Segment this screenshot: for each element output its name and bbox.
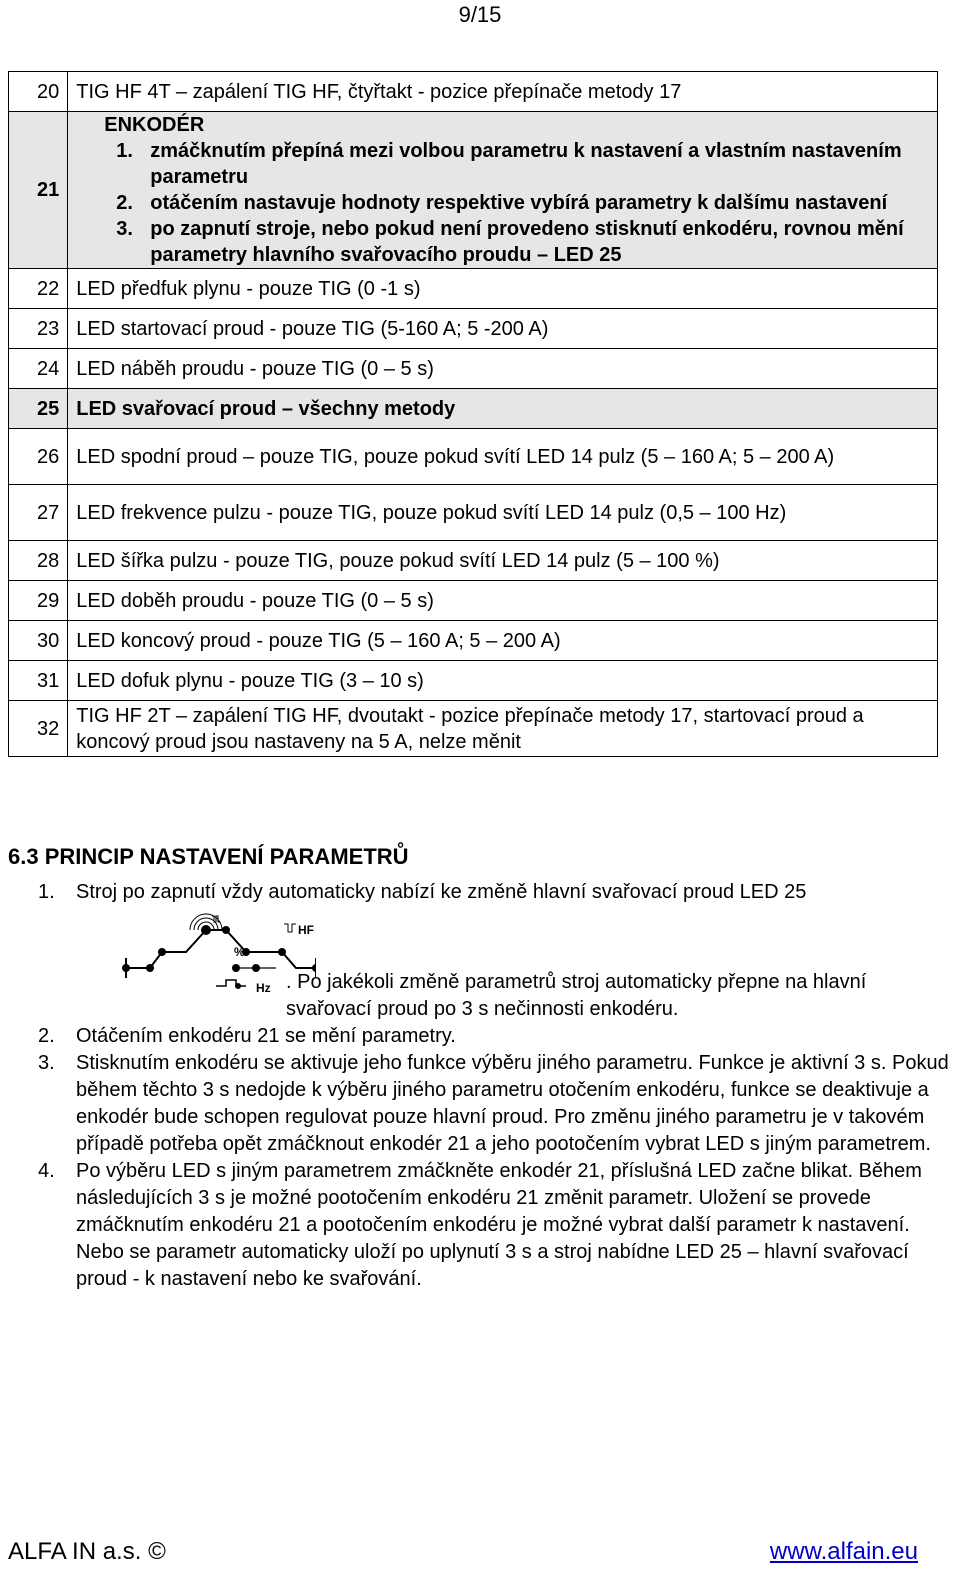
table-row xyxy=(9,485,938,541)
table-row xyxy=(9,349,938,389)
encoder-description xyxy=(68,112,938,269)
footer-website-link[interactable]: www.alfain.eu xyxy=(769,1538,918,1565)
step-1 xyxy=(30,879,950,1023)
row-description: TIG HF 2T – zapálení TIG HF, dvoutakt - pozice přepínače metody 17, startovací proud a koncový proud jsou nastaveny na 5 A, nelze měnit xyxy=(68,701,938,757)
hz-label: Hz xyxy=(256,981,271,995)
list-item xyxy=(116,216,929,268)
step-number: 4. xyxy=(38,1160,55,1182)
footer-company: ALFA IN a.s. © xyxy=(8,1538,166,1565)
item-number: 2. xyxy=(116,192,133,214)
row-number: 25 xyxy=(9,389,68,429)
row-number: 20 xyxy=(9,72,68,112)
row-number: 21 xyxy=(9,112,68,269)
row-number: 22 xyxy=(9,269,68,309)
row-description: LED náběh proudu - pouze TIG (0 – 5 s) xyxy=(68,349,938,389)
step-2 xyxy=(30,1023,950,1050)
row-description: LED startovací proud - pouze TIG (5-160 A; 5 -200 A) xyxy=(68,309,938,349)
step-text: Stroj po zapnutí vždy automaticky nabízí ke změně hlavní svařovací proud LED 25 xyxy=(76,881,807,903)
item-text: po zapnutí stroje, nebo pokud není provedeno stisknutí enkodéru, rovnou mění parametry hlavního svařovacího proudu – LED 25 xyxy=(150,218,904,266)
row-description: TIG HF 4T – zapálení TIG HF, čtyřtakt - pozice přepínače metody 17 xyxy=(68,72,938,112)
steps-list xyxy=(30,879,950,1293)
list-item xyxy=(116,190,929,216)
row-description: LED dofuk plynu - pouze TIG (3 – 10 s) xyxy=(68,661,938,701)
table-row xyxy=(9,429,938,485)
row-number: 23 xyxy=(9,309,68,349)
row-number: 31 xyxy=(9,661,68,701)
percent-label: % xyxy=(234,945,245,959)
hf-label: HF xyxy=(298,923,314,937)
row-number: 28 xyxy=(9,541,68,581)
table-row xyxy=(9,309,938,349)
row-number: 26 xyxy=(9,429,68,485)
row-description: LED předfuk plynu - pouze TIG (0 -1 s) xyxy=(68,269,938,309)
step-number: 3. xyxy=(38,1052,55,1074)
row-description: LED frekvence pulzu - pouze TIG, pouze pokud svítí LED 14 pulz (0,5 – 100 Hz) xyxy=(68,485,938,541)
table-row xyxy=(9,541,938,581)
step-4 xyxy=(30,1158,950,1293)
row-description: LED doběh proudu - pouze TIG (0 – 5 s) xyxy=(68,581,938,621)
step-text-continued: . Po jakékoli změně parametrů stroj automaticky přepne na hlavní svařovací proud po 3 s nečinnosti enkodéru. xyxy=(286,971,867,1020)
table-row xyxy=(9,72,938,112)
step-text: Po výběru LED s jiným parametrem zmáčkněte enkodér 21, příslušná LED začne blikat. Během následujících 3 s je možné pootočením enkodéru 21 změnit parametr. Uložení se provede zmáčknutím enkodéru 21 a pootočením enkodéru je možné vybrat další parametr k nastavení. Nebo se parametr automaticky uloží po uplynutí 3 s a stroj nabídne LED 25 – hlavní svařovací proud - k nastavení nebo ke svařování. xyxy=(76,1160,922,1290)
item-number: 3. xyxy=(116,218,133,240)
row-number: 29 xyxy=(9,581,68,621)
step-3 xyxy=(30,1050,950,1158)
row-number: 24 xyxy=(9,349,68,389)
row-number: 27 xyxy=(9,485,68,541)
row-description: LED spodní proud – pouze TIG, pouze pokud svítí LED 14 pulz (5 – 160 A; 5 – 200 A) xyxy=(68,429,938,485)
item-text: otáčením nastavuje hodnoty respektive vybírá parametry k dalšímu nastavení xyxy=(150,192,888,214)
item-text: zmáčknutím přepíná mezi volbou parametru k nastavení a vlastním nastavením parametru xyxy=(150,140,902,188)
step-number: 2. xyxy=(38,1025,55,1047)
table-row xyxy=(9,269,938,309)
table-row-encoder xyxy=(9,112,938,269)
table-row xyxy=(9,701,938,757)
table-row xyxy=(9,621,938,661)
section-title: 6.3 PRINCIP NASTAVENÍ PARAMETRŮ xyxy=(8,844,409,869)
item-number: 1. xyxy=(116,140,133,162)
row-description: LED šířka pulzu - pouze TIG, pouze pokud svítí LED 14 pulz (5 – 100 %) xyxy=(68,541,938,581)
step-number: 1. xyxy=(38,881,55,903)
row-number: 30 xyxy=(9,621,68,661)
row-number: 32 xyxy=(9,701,68,757)
row-description: LED koncový proud - pouze TIG (5 – 160 A; 5 – 200 A) xyxy=(68,621,938,661)
step-text: Stisknutím enkodéru se aktivuje jeho funkce výběru jiného parametru. Funkce je aktivní 3 s. Pokud během těchto 3 s nedojde k výběru jiného parametru otočením enkodéru, funkce se deaktivuje a enkodér bude schopen regulovat pouze hlavní proud. Pro změnu jiného parametru je v takovém případě potřeba opět zmáčknout enkodér 21 a jeho pootočením vybrat LED s jiným parametrem. xyxy=(76,1052,949,1155)
page-number: 9/15 xyxy=(458,2,502,27)
list-item xyxy=(116,138,929,190)
encoder-list xyxy=(76,138,929,268)
encoder-title: ENKODÉR xyxy=(104,114,205,136)
table-row xyxy=(9,581,938,621)
table-row xyxy=(9,661,938,701)
step-text: Otáčením enkodéru 21 se mění parametry. xyxy=(76,1025,456,1047)
row-description: LED svařovací proud – všechny metody xyxy=(68,389,938,429)
parameter-table xyxy=(8,71,938,757)
table-row xyxy=(9,389,938,429)
